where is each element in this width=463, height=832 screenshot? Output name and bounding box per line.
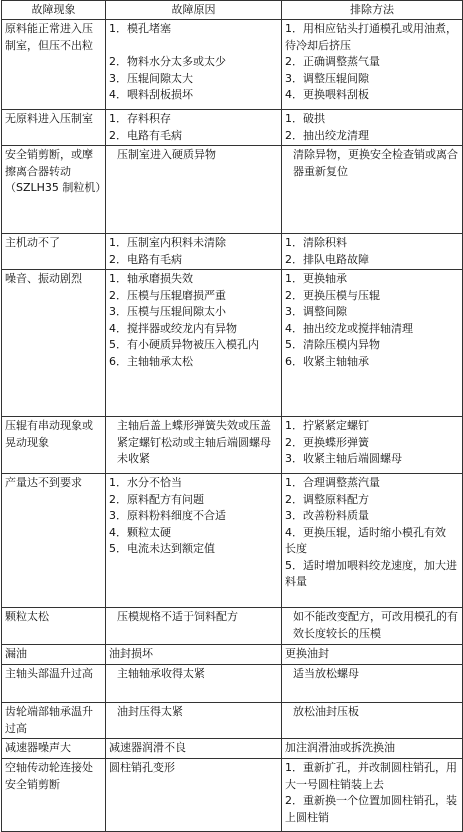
remedy-line: 1．拧紧紧定螺钉 [285,419,369,432]
cause-line: 5．电流未达到额定值 [109,542,215,555]
remedy-cell [282,417,463,474]
table-row [2,417,463,474]
remedy-cell [282,703,463,739]
remedy-line: 4．更换喂料刮板 [285,88,369,101]
remedy-line: 1．清除积料 [285,236,347,249]
fault-table [1,0,463,832]
cause-line: 油封损坏 [109,647,153,660]
table-row [2,665,463,703]
phenomenon-text: 原料能正常进入压制室，但压不出粒 [5,22,93,52]
remedy-line: 2．更换蝶形弹簧 [285,435,369,449]
phenomenon-text: 减速器噪声大 [5,741,71,754]
phenomenon-text: 漏油 [5,647,27,660]
phenomenon-text: 产量达不到要求 [5,476,82,489]
remedy-line: 1．用相应钻头打通模孔或用油煮，待冷却后挤压 [285,22,457,52]
remedy-cell [282,608,463,645]
cause-line: 压制室进入硬质异物 [117,148,216,161]
remedy-line: 适当放松螺母 [293,667,359,680]
cause-cell [106,110,282,146]
cause-cell [106,146,282,234]
table-row [2,234,463,270]
phenomenon-cell [2,608,106,645]
cause-line: 2．原料配方有问题 [109,492,204,506]
cause-line: 主轴轴承收得太紧 [117,667,205,680]
cause-cell [106,474,282,608]
cause-line: 5．有小硬质异物被压入模孔内 [109,338,259,351]
cause-line: 4．颗粒太硬 [109,525,171,539]
remedy-cell [282,739,463,759]
remedy-line: 3．调整间隙 [285,305,347,318]
table-row [2,20,463,110]
phenomenon-cell [2,645,106,665]
table-row [2,759,463,832]
remedy-line: 2．重新换一个位置加圆柱销孔，装上圆柱销 [285,794,457,824]
cause-cell [106,665,282,703]
header-phenomenon: 故障现象 [2,1,106,20]
remedy-line: 如不能改变配方，可改用模孔的有效长度较长的压模 [293,610,458,640]
fault-table-body [2,20,463,832]
cause-line: 1．存料积存 [109,112,171,125]
table-row [2,474,463,608]
cause-cell [106,645,282,665]
remedy-line: 更换油封 [285,647,329,660]
cause-line: 4．搅拌器或绞龙内有异物 [109,321,237,335]
phenomenon-cell [2,270,106,417]
table-row [2,146,463,234]
remedy-line: 3．收紧主轴后端圆螺母 [285,452,402,465]
cause-line: 油封压得太紧 [117,705,183,718]
phenomenon-text: 空轴传动轮连接处安全销剪断 [5,761,93,791]
phenomenon-cell [2,739,106,759]
header-row [2,1,463,20]
remedy-cell [282,270,463,417]
cause-line: 减速器润滑不良 [109,741,186,754]
table-row [2,110,463,146]
phenomenon-text: 无原料进入压制室 [5,112,93,125]
cause-line: 1．水分不恰当 [109,476,182,489]
remedy-line: 清除异物，更换安全检查销或离合器重新复位 [293,148,458,178]
cause-cell [106,703,282,739]
cause-line: 圆柱销孔变形 [109,761,175,774]
phenomenon-text: 安全销剪断，或摩擦离合器转动（SZLH35 制粒机） [5,148,107,194]
remedy-line: 6．收紧主轴轴承 [285,354,369,368]
remedy-cell [282,110,463,146]
remedy-line: 加注润滑油或拆洗换油 [285,741,395,754]
remedy-line: 长度 [285,542,307,555]
cause-line: 2．电路有毛病 [109,128,182,142]
phenomenon-cell [2,474,106,608]
remedy-cell [282,759,463,832]
phenomenon-cell [2,759,106,832]
remedy-line: 1．合理调整蒸汽量 [285,476,380,489]
cause-cell [106,20,282,110]
remedy-line: 3．调整压辊间隙 [285,71,369,85]
phenomenon-text: 颗粒太松 [5,610,49,623]
header-remedy: 排除方法 [282,1,463,20]
phenomenon-cell [2,703,106,739]
remedy-cell [282,474,463,608]
phenomenon-cell [2,110,106,146]
cause-line: 主轴后盖上蝶形弹簧失效或压盖紧定螺钉松动或主轴后端圆螺母未收紧 [117,419,271,465]
remedy-line: 1．重新扩孔，并改制圆柱销孔，用大一号圆柱销装上去 [285,761,457,791]
remedy-line: 2．抽出绞龙清理 [285,128,369,142]
remedy-line: 5．清除压模内异物 [285,338,380,351]
phenomenon-cell [2,146,106,234]
cause-line [109,38,278,55]
cause-line: 1．轴承磨损失效 [109,272,193,285]
phenomenon-cell [2,234,106,270]
remedy-line: 1．更换轴承 [285,272,347,285]
remedy-line: 2．正确调整蒸气量 [285,55,380,68]
table-row [2,739,463,759]
cause-line: 6．主轴轴承太松 [109,354,193,368]
cause-cell [106,608,282,645]
table-row [2,270,463,417]
header-cause: 故障原因 [106,1,282,20]
remedy-line: 2．排队电路故障 [285,252,369,266]
remedy-line: 4．抽出绞龙或搅拌轴清理 [285,321,413,335]
cause-line: 3．原料粉料细度不合适 [109,509,226,522]
cause-line: 2．物料水分太多或太少 [109,55,226,68]
table-row [2,645,463,665]
remedy-cell [282,20,463,110]
remedy-line: 2．调整原料配方 [285,492,369,506]
cause-line: 3．压模与压辊间隙太小 [109,305,226,318]
cause-line: 1．压制室内积料未清除 [109,236,226,249]
remedy-cell [282,234,463,270]
cause-line: 3．压辊间隙太大 [109,71,193,85]
phenomenon-text: 主轴头部温升过高 [5,667,93,680]
cause-line: 4．喂料刮板损坏 [109,88,193,101]
remedy-cell [282,665,463,703]
cause-line: 1．模孔堵塞 [109,22,171,35]
cause-line: 2．电路有毛病 [109,252,182,266]
remedy-line: 4．更换压辊，适时缩小模孔有效 [285,525,446,539]
phenomenon-text: 噪音、振动剧烈 [5,272,82,285]
phenomenon-text: 压辊有串动现象或晃动现象 [5,419,93,449]
cause-line: 2．压模与压辊磨损严重 [109,288,226,302]
remedy-line: 1．破拱 [285,112,325,125]
cause-cell [106,270,282,417]
phenomenon-cell [2,665,106,703]
remedy-cell [282,146,463,234]
cause-cell [106,739,282,759]
remedy-line: 3．改善粉料质量 [285,509,369,522]
phenomenon-text: 齿轮端部轴承温升过高 [5,705,93,735]
phenomenon-cell [2,417,106,474]
phenomenon-cell [2,20,106,110]
cause-cell [106,417,282,474]
cause-line: 压模规格不适于饲料配方 [117,610,238,623]
cause-cell [106,759,282,832]
remedy-line: 放松油封压板 [293,705,359,718]
phenomenon-text: 主机动不了 [5,236,60,249]
remedy-line: 5．适时增加喂料绞龙速度，加大进料量 [285,558,457,588]
remedy-cell [282,645,463,665]
table-row [2,608,463,645]
cause-cell [106,234,282,270]
remedy-line: 2．更换压模与压辊 [285,288,380,302]
table-row [2,703,463,739]
